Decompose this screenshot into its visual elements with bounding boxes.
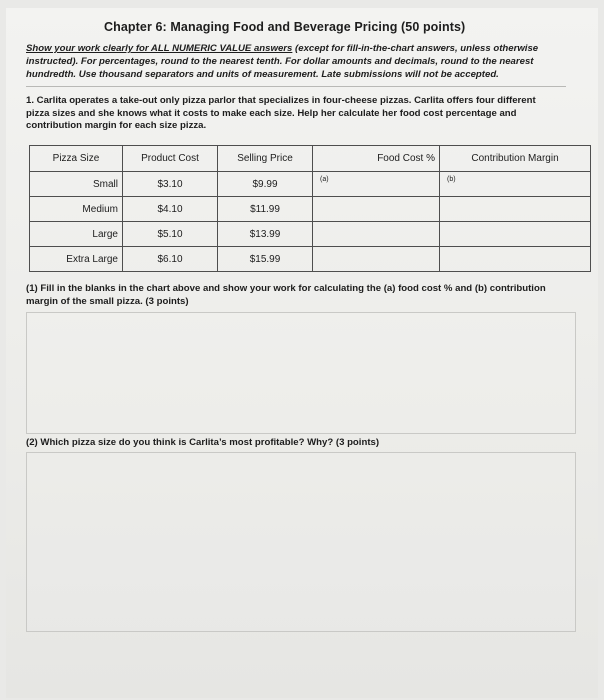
header-product-cost: Product Cost <box>123 146 218 172</box>
row-product-cost: $3.10 <box>123 172 218 197</box>
row-size: Small <box>30 172 123 197</box>
contribution-margin-input-large[interactable] <box>440 222 591 247</box>
contribution-margin-input-medium[interactable] <box>440 197 591 222</box>
header-food-cost-pct: Food Cost % <box>313 146 440 172</box>
food-cost-input-small[interactable] <box>313 172 440 197</box>
row-selling-price: $15.99 <box>218 247 313 272</box>
part-2-answer-area[interactable] <box>26 452 576 632</box>
table-row <box>30 197 591 222</box>
part-1-answer-area[interactable] <box>26 312 576 434</box>
row-size: Large <box>30 222 123 247</box>
divider <box>26 86 566 87</box>
row-product-cost: $5.10 <box>123 222 218 247</box>
row-product-cost: $4.10 <box>123 197 218 222</box>
contribution-margin-input-extra-large[interactable] <box>440 247 591 272</box>
table-row <box>30 172 591 197</box>
row-size: Extra Large <box>30 247 123 272</box>
instructions-emphasis: Show your work clearly for ALL NUMERIC VALUE answers <box>26 43 293 54</box>
page-title: Chapter 6: Managing Food and Beverage Pricing (50 points) <box>104 20 466 34</box>
header-contribution-margin: Contribution Margin <box>440 146 591 172</box>
row-selling-price: $9.99 <box>218 172 313 197</box>
food-cost-input-large[interactable] <box>313 222 440 247</box>
header-pizza-size: Pizza Size <box>30 146 123 172</box>
question-1-text: 1. Carlita operates a take-out only pizza parlor that specializes in four-cheese pizzas. Carlita offers four different pizza sizes and she knows what it costs to make each size. Help her calculate her food cost percentage and contribution margin for each size pizza. <box>26 95 536 131</box>
table-row <box>30 222 591 247</box>
row-selling-price: $13.99 <box>218 222 313 247</box>
header-selling-price: Selling Price <box>218 146 313 172</box>
part-1-text: (1) Fill in the blanks in the chart above and show your work for calculating the (a) food cost % and (b) contribution margin of the small pizza. (3 points) <box>26 283 546 307</box>
row-product-cost: $6.10 <box>123 247 218 272</box>
food-cost-input-medium[interactable] <box>313 197 440 222</box>
pricing-table <box>29 145 591 272</box>
food-cost-input-extra-large[interactable] <box>313 247 440 272</box>
table-header-row <box>30 146 591 172</box>
cell-tag-a: (a) <box>320 176 329 183</box>
instructions <box>26 42 566 81</box>
part-2-text: (2) Which pizza size do you think is Carlita’s most profitable? Why? (3 points) <box>26 437 380 448</box>
table-row <box>30 247 591 272</box>
instructions-rest: (except for fill-in-the-chart answers, unless otherwise instructed). For percentages, round to the nearest tenth. For dollar amounts and decimals, round to the nearest hundredth. Use thousand separators and units of measurement. Late submissions will not be accepted. <box>26 43 539 80</box>
row-size: Medium <box>30 197 123 222</box>
cell-tag-b: (b) <box>447 176 456 183</box>
contribution-margin-input-small[interactable] <box>440 172 591 197</box>
row-selling-price: $11.99 <box>218 197 313 222</box>
